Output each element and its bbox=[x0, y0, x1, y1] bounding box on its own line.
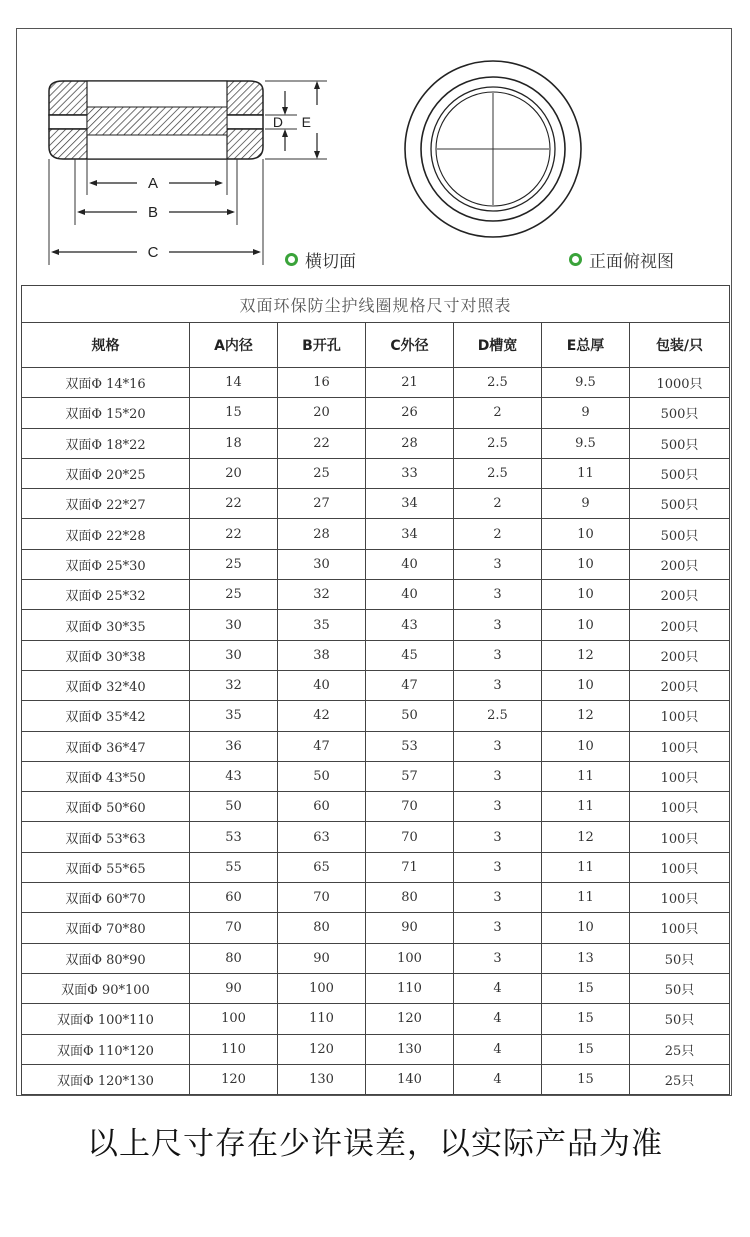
table-cell: 57 bbox=[366, 761, 454, 791]
table-cell: 15 bbox=[542, 1064, 630, 1094]
table-cell: 2 bbox=[454, 398, 542, 428]
column-header: C外径 bbox=[366, 323, 454, 368]
column-header: 包装/只 bbox=[630, 323, 730, 368]
table-cell: 110 bbox=[366, 973, 454, 1003]
front-view-caption bbox=[569, 247, 674, 272]
table-cell: 28 bbox=[278, 519, 366, 549]
table-cell: 47 bbox=[366, 670, 454, 700]
spec-name-cell: 双面Φ 22*28 bbox=[22, 519, 190, 549]
table-cell: 90 bbox=[190, 973, 278, 1003]
column-header: B开孔 bbox=[278, 323, 366, 368]
spec-name-cell: 双面Φ 25*32 bbox=[22, 580, 190, 610]
table-cell: 3 bbox=[454, 549, 542, 579]
table-cell: 80 bbox=[366, 883, 454, 913]
table-cell: 50 bbox=[278, 761, 366, 791]
spec-name-cell: 双面Φ 14*16 bbox=[22, 368, 190, 398]
table-cell: 90 bbox=[278, 943, 366, 973]
table-cell: 40 bbox=[366, 549, 454, 579]
table-cell: 15 bbox=[542, 1034, 630, 1064]
table-cell: 9 bbox=[542, 489, 630, 519]
table-cell: 100只 bbox=[630, 822, 730, 852]
table-cell: 11 bbox=[542, 792, 630, 822]
table-row bbox=[22, 943, 730, 973]
table-cell: 100 bbox=[366, 943, 454, 973]
table-cell: 110 bbox=[190, 1034, 278, 1064]
table-row bbox=[22, 883, 730, 913]
table-cell: 10 bbox=[542, 580, 630, 610]
table-cell: 25 bbox=[278, 458, 366, 488]
table-cell: 200只 bbox=[630, 640, 730, 670]
dim-label-a: A bbox=[147, 175, 159, 192]
table-cell: 60 bbox=[190, 883, 278, 913]
table-cell: 3 bbox=[454, 913, 542, 943]
table-cell: 20 bbox=[278, 398, 366, 428]
table-cell: 80 bbox=[190, 943, 278, 973]
table-row bbox=[22, 1064, 730, 1094]
spec-name-cell: 双面Φ 15*20 bbox=[22, 398, 190, 428]
table-cell: 110 bbox=[278, 1004, 366, 1034]
table-cell: 38 bbox=[278, 640, 366, 670]
table-cell: 4 bbox=[454, 1004, 542, 1034]
table-cell: 55 bbox=[190, 852, 278, 882]
table-cell: 90 bbox=[366, 913, 454, 943]
table-row bbox=[22, 428, 730, 458]
spec-name-cell: 双面Φ 53*63 bbox=[22, 822, 190, 852]
table-cell: 16 bbox=[278, 368, 366, 398]
table-cell: 11 bbox=[542, 883, 630, 913]
table-row bbox=[22, 852, 730, 882]
table-cell: 50 bbox=[190, 792, 278, 822]
table-cell: 100只 bbox=[630, 852, 730, 882]
spec-name-cell: 双面Φ 36*47 bbox=[22, 731, 190, 761]
table-row bbox=[22, 640, 730, 670]
table-cell: 30 bbox=[278, 549, 366, 579]
table-cell: 200只 bbox=[630, 610, 730, 640]
spec-name-cell: 双面Φ 90*100 bbox=[22, 973, 190, 1003]
table-row bbox=[22, 1034, 730, 1064]
table-cell: 53 bbox=[366, 731, 454, 761]
table-row bbox=[22, 731, 730, 761]
table-cell: 11 bbox=[542, 852, 630, 882]
table-cell: 10 bbox=[542, 519, 630, 549]
table-cell: 70 bbox=[278, 883, 366, 913]
table-cell: 32 bbox=[190, 670, 278, 700]
table-row bbox=[22, 489, 730, 519]
table-cell: 12 bbox=[542, 640, 630, 670]
spec-name-cell: 双面Φ 50*60 bbox=[22, 792, 190, 822]
table-cell: 47 bbox=[278, 731, 366, 761]
table-cell: 9 bbox=[542, 398, 630, 428]
spec-name-cell: 双面Φ 30*38 bbox=[22, 640, 190, 670]
table-cell: 60 bbox=[278, 792, 366, 822]
table-cell: 70 bbox=[366, 792, 454, 822]
table-cell: 22 bbox=[278, 428, 366, 458]
table-cell: 36 bbox=[190, 731, 278, 761]
table-cell: 2 bbox=[454, 489, 542, 519]
table-header-row bbox=[22, 323, 730, 368]
table-cell: 100只 bbox=[630, 792, 730, 822]
table-cell: 1000只 bbox=[630, 368, 730, 398]
table-cell: 10 bbox=[542, 549, 630, 579]
table-cell: 130 bbox=[278, 1064, 366, 1094]
table-row bbox=[22, 519, 730, 549]
spec-name-cell: 双面Φ 80*90 bbox=[22, 943, 190, 973]
table-cell: 65 bbox=[278, 852, 366, 882]
spec-name-cell: 双面Φ 30*35 bbox=[22, 610, 190, 640]
table-cell: 13 bbox=[542, 943, 630, 973]
table-cell: 27 bbox=[278, 489, 366, 519]
cross-section-drawing bbox=[49, 81, 327, 265]
spec-name-cell: 双面Φ 70*80 bbox=[22, 913, 190, 943]
spec-name-cell: 双面Φ 20*25 bbox=[22, 458, 190, 488]
table-row bbox=[22, 368, 730, 398]
front-view-drawing bbox=[405, 61, 581, 237]
diagram-area bbox=[17, 29, 733, 283]
table-cell: 22 bbox=[190, 489, 278, 519]
table-row bbox=[22, 973, 730, 1003]
table-cell: 140 bbox=[366, 1064, 454, 1094]
circle-bullet-icon bbox=[569, 253, 582, 266]
table-cell: 2.5 bbox=[454, 368, 542, 398]
table-cell: 21 bbox=[366, 368, 454, 398]
table-cell: 40 bbox=[366, 580, 454, 610]
table-row bbox=[22, 580, 730, 610]
table-cell: 100只 bbox=[630, 731, 730, 761]
table-cell: 20 bbox=[190, 458, 278, 488]
table-cell: 200只 bbox=[630, 580, 730, 610]
table-row bbox=[22, 913, 730, 943]
cross-section-caption-text: 横切面 bbox=[305, 252, 356, 272]
table-cell: 100 bbox=[190, 1004, 278, 1034]
table-row bbox=[22, 792, 730, 822]
table-cell: 130 bbox=[366, 1034, 454, 1064]
table-cell: 15 bbox=[542, 1004, 630, 1034]
circle-bullet-icon bbox=[285, 253, 298, 266]
spec-name-cell: 双面Φ 25*30 bbox=[22, 549, 190, 579]
spec-sheet-frame bbox=[16, 28, 732, 1096]
table-cell: 30 bbox=[190, 610, 278, 640]
table-cell: 3 bbox=[454, 640, 542, 670]
table-cell: 200只 bbox=[630, 670, 730, 700]
table-cell: 34 bbox=[366, 489, 454, 519]
table-cell: 70 bbox=[366, 822, 454, 852]
table-cell: 3 bbox=[454, 580, 542, 610]
table-cell: 100只 bbox=[630, 883, 730, 913]
table-cell: 33 bbox=[366, 458, 454, 488]
table-cell: 3 bbox=[454, 822, 542, 852]
table-cell: 50只 bbox=[630, 943, 730, 973]
table-cell: 500只 bbox=[630, 428, 730, 458]
table-cell: 9.5 bbox=[542, 368, 630, 398]
table-cell: 500只 bbox=[630, 458, 730, 488]
spec-name-cell: 双面Φ 35*42 bbox=[22, 701, 190, 731]
table-cell: 71 bbox=[366, 852, 454, 882]
table-cell: 100只 bbox=[630, 913, 730, 943]
table-cell: 3 bbox=[454, 761, 542, 791]
table-cell: 15 bbox=[190, 398, 278, 428]
table-cell: 10 bbox=[542, 731, 630, 761]
table-cell: 25只 bbox=[630, 1064, 730, 1094]
table-row bbox=[22, 822, 730, 852]
table-cell: 3 bbox=[454, 670, 542, 700]
column-header: 规格 bbox=[22, 323, 190, 368]
grommet-diagrams bbox=[17, 29, 733, 283]
table-cell: 3 bbox=[454, 943, 542, 973]
spec-table bbox=[21, 285, 730, 1095]
table-cell: 10 bbox=[542, 610, 630, 640]
dim-label-d: D bbox=[272, 114, 283, 130]
table-cell: 500只 bbox=[630, 398, 730, 428]
table-row bbox=[22, 1004, 730, 1034]
dim-label-c: C bbox=[147, 244, 159, 261]
column-header: E总厚 bbox=[542, 323, 630, 368]
table-cell: 50只 bbox=[630, 1004, 730, 1034]
table-cell: 500只 bbox=[630, 519, 730, 549]
table-cell: 50 bbox=[366, 701, 454, 731]
table-row bbox=[22, 670, 730, 700]
table-cell: 4 bbox=[454, 973, 542, 1003]
spec-name-cell: 双面Φ 55*65 bbox=[22, 852, 190, 882]
table-row bbox=[22, 761, 730, 791]
front-view-caption-text: 正面俯视图 bbox=[589, 252, 674, 272]
disclaimer-footnote: 以上尺寸存在少许误差，以实际产品为准 bbox=[87, 1126, 663, 1162]
spec-name-cell: 双面Φ 60*70 bbox=[22, 883, 190, 913]
table-cell: 43 bbox=[190, 761, 278, 791]
table-cell: 12 bbox=[542, 822, 630, 852]
table-cell: 2 bbox=[454, 519, 542, 549]
table-cell: 3 bbox=[454, 852, 542, 882]
table-cell: 80 bbox=[278, 913, 366, 943]
table-row bbox=[22, 398, 730, 428]
table-cell: 18 bbox=[190, 428, 278, 458]
table-cell: 50只 bbox=[630, 973, 730, 1003]
table-cell: 28 bbox=[366, 428, 454, 458]
table-cell: 500只 bbox=[630, 489, 730, 519]
table-cell: 11 bbox=[542, 761, 630, 791]
spec-name-cell: 双面Φ 100*110 bbox=[22, 1004, 190, 1034]
table-cell: 100只 bbox=[630, 761, 730, 791]
table-cell: 42 bbox=[278, 701, 366, 731]
spec-name-cell: 双面Φ 43*50 bbox=[22, 761, 190, 791]
table-cell: 26 bbox=[366, 398, 454, 428]
table-cell: 120 bbox=[190, 1064, 278, 1094]
spec-name-cell: 双面Φ 18*22 bbox=[22, 428, 190, 458]
column-header: D槽宽 bbox=[454, 323, 542, 368]
table-cell: 53 bbox=[190, 822, 278, 852]
table-cell: 4 bbox=[454, 1064, 542, 1094]
table-cell: 70 bbox=[190, 913, 278, 943]
table-cell: 25 bbox=[190, 549, 278, 579]
table-cell: 120 bbox=[366, 1004, 454, 1034]
spec-name-cell: 双面Φ 32*40 bbox=[22, 670, 190, 700]
table-cell: 10 bbox=[542, 913, 630, 943]
table-cell: 9.5 bbox=[542, 428, 630, 458]
table-cell: 35 bbox=[190, 701, 278, 731]
table-cell: 2.5 bbox=[454, 458, 542, 488]
table-cell: 63 bbox=[278, 822, 366, 852]
table-cell: 2.5 bbox=[454, 428, 542, 458]
table-cell: 15 bbox=[542, 973, 630, 1003]
cross-section-caption bbox=[285, 247, 356, 272]
table-cell: 25只 bbox=[630, 1034, 730, 1064]
table-cell: 3 bbox=[454, 731, 542, 761]
table-cell: 30 bbox=[190, 640, 278, 670]
table-cell: 4 bbox=[454, 1034, 542, 1064]
table-cell: 200只 bbox=[630, 549, 730, 579]
table-row bbox=[22, 610, 730, 640]
table-cell: 3 bbox=[454, 610, 542, 640]
table-cell: 3 bbox=[454, 883, 542, 913]
dim-label-e: E bbox=[301, 114, 311, 130]
table-cell: 25 bbox=[190, 580, 278, 610]
spec-name-cell: 双面Φ 120*130 bbox=[22, 1064, 190, 1094]
spec-name-cell: 双面Φ 22*27 bbox=[22, 489, 190, 519]
table-cell: 45 bbox=[366, 640, 454, 670]
column-header: A内径 bbox=[190, 323, 278, 368]
table-title: 双面环保防尘护线圈规格尺寸对照表 bbox=[22, 286, 730, 323]
dim-label-b: B bbox=[147, 204, 159, 221]
spec-name-cell: 双面Φ 110*120 bbox=[22, 1034, 190, 1064]
table-cell: 2.5 bbox=[454, 701, 542, 731]
table-cell: 40 bbox=[278, 670, 366, 700]
table-row bbox=[22, 701, 730, 731]
table-cell: 100 bbox=[278, 973, 366, 1003]
table-cell: 14 bbox=[190, 368, 278, 398]
table-cell: 11 bbox=[542, 458, 630, 488]
table-cell: 34 bbox=[366, 519, 454, 549]
table-cell: 120 bbox=[278, 1034, 366, 1064]
table-cell: 10 bbox=[542, 670, 630, 700]
table-cell: 12 bbox=[542, 701, 630, 731]
table-row bbox=[22, 549, 730, 579]
table-cell: 100只 bbox=[630, 701, 730, 731]
table-cell: 43 bbox=[366, 610, 454, 640]
table-cell: 22 bbox=[190, 519, 278, 549]
table-body bbox=[22, 368, 730, 1095]
table-row bbox=[22, 458, 730, 488]
table-cell: 35 bbox=[278, 610, 366, 640]
table-cell: 32 bbox=[278, 580, 366, 610]
table-cell: 3 bbox=[454, 792, 542, 822]
